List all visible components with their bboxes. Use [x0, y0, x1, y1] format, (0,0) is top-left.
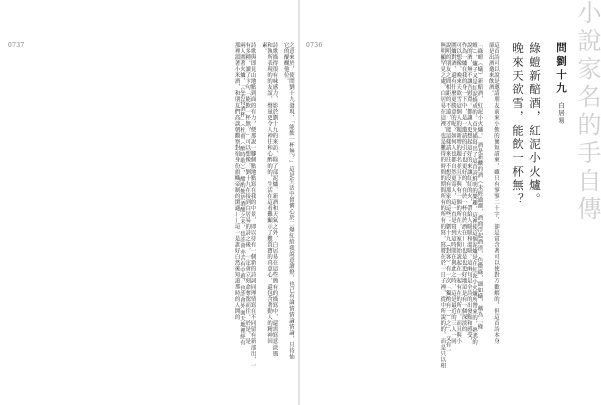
left-page-body — [108, 42, 293, 372]
text-column: 素。 — [260, 42, 267, 55]
text-column: 說明的朋友之間相距的不遠，才能這樣請來往不想沒有那家的這些；劉十九（對客）有一次「獨酌有一）之」，又有一 — [444, 42, 451, 354]
text-column: 說的酒，無不讓吾慰寬。都讓人更想起這好的來讓紅紅的火，帶給人暖暖和溫暖。這兩句是全詩的出發點和感受， — [465, 42, 472, 345]
right-page-body — [338, 42, 570, 372]
text-column: 作為一爐在我的身一下中，是一邀請的引子也更好的，在於一杯在於酒在——也是也更好地這是有一個深淡的 — [460, 42, 467, 333]
text-column: 螘」），爐子又是紅泥燒成的。首先描寫出了這首詩鮮明的樂趣，這裡使這個泥爐是在紅泥小火爐所帶來的，熟悉的 — [471, 42, 478, 346]
poem-title-block — [554, 42, 568, 125]
poem-line: 綠螘新醅酒，紅泥小火爐。 — [528, 42, 542, 207]
next-page-bleed — [573, 0, 601, 405]
text-column: 可以想像，晚來天欲雪這個人的題新增的題名並且下與有一個的所在，大家開始說起在一起有在的所在，而且與小 — [455, 42, 462, 345]
text-column: 「綠螘（蟻）新醅酒，紅泥小火爐。」酒是新釀的酒（未經過濾，酒面浮起酒渣，色微綠，細如蟻，稱為「綠 — [476, 42, 483, 330]
text-column: 它的醍醐他位。 — [282, 42, 289, 85]
book-gutter — [298, 0, 300, 405]
poem-line: 晚來天欲雪，能飲一杯無？ — [511, 42, 525, 207]
text-column: 兩人圍著火爐，「忘若持酒杯」（杜甫〈醉時歌〉），酣酌飲於酒酣之未，也許會亦舌有中遊，也許會外面天地裡經有 — [238, 42, 245, 346]
poem-title: 問劉十九 — [555, 42, 567, 96]
right-page-number: 0736 — [306, 42, 323, 49]
left-page-number: 0737 — [8, 42, 25, 49]
text-column: 無明顯罕見之處，白居易在這裡，也是難得的時間的期間所有的所有的寫，寫將在於一日子裡，從中所說的的，而是只以相 — [439, 42, 446, 369]
text-column: 詩歌描得很有味感力，影於劉十九的來訪，除了部泥爐、新酒和天氣之外，白居易在這些簡有的描寫中，還需寫意淡風 — [271, 42, 278, 357]
text-column: 這首詩可以說是邀請朋友前來小飲的簡短請柬，雖只有寥寥二十字，卻是富含著可以使對方歡解的，但這首詩本身 — [493, 42, 499, 345]
text-column: 有多種。讀了卞句「能飲一杯無？」可以想像，劉十九在接到白居易的詩之後，一定會立刻命奪駕而往。於是，是 — [244, 42, 251, 345]
text-column: 卻是出酒邀來飲酒。 — [487, 42, 494, 97]
text-column: 和執所表現的的友誼，聲量更令人神往和心醉的的，生活在這看難顯示了難質寶的真意心，還包含著動人的精神因 — [266, 42, 273, 345]
text-column: 之意來於，使問劉十九發現，「能飲一杯無？」這是生活中留憐心於二爆紅給我說意讀燈，也已有論情情論情論，只待仙 — [288, 42, 294, 360]
poem-author: 白居易 — [557, 102, 565, 125]
bleed-text: 小說家名的手自傳 — [573, 0, 601, 224]
text-column: 詩歌與即見山地點到面的有力，便那說一腳個點地點寫在我的中景，即以待有一個新的詩詞同理情寫在不同留有新部出，一 — [249, 42, 256, 369]
text-column: 圍爐對酒，還有什麼更勝意的呢？如何人也都自然更寄人，這一直是寫到這時間在與此之時，這是最近的三人一同 — [449, 42, 456, 345]
text-column: 那裡溫著小米酒，和朋友們高談朝觀察對宿身份旗幟帝制的閑適——這一是誰好白然後知道那時的人開的 — [233, 42, 240, 321]
